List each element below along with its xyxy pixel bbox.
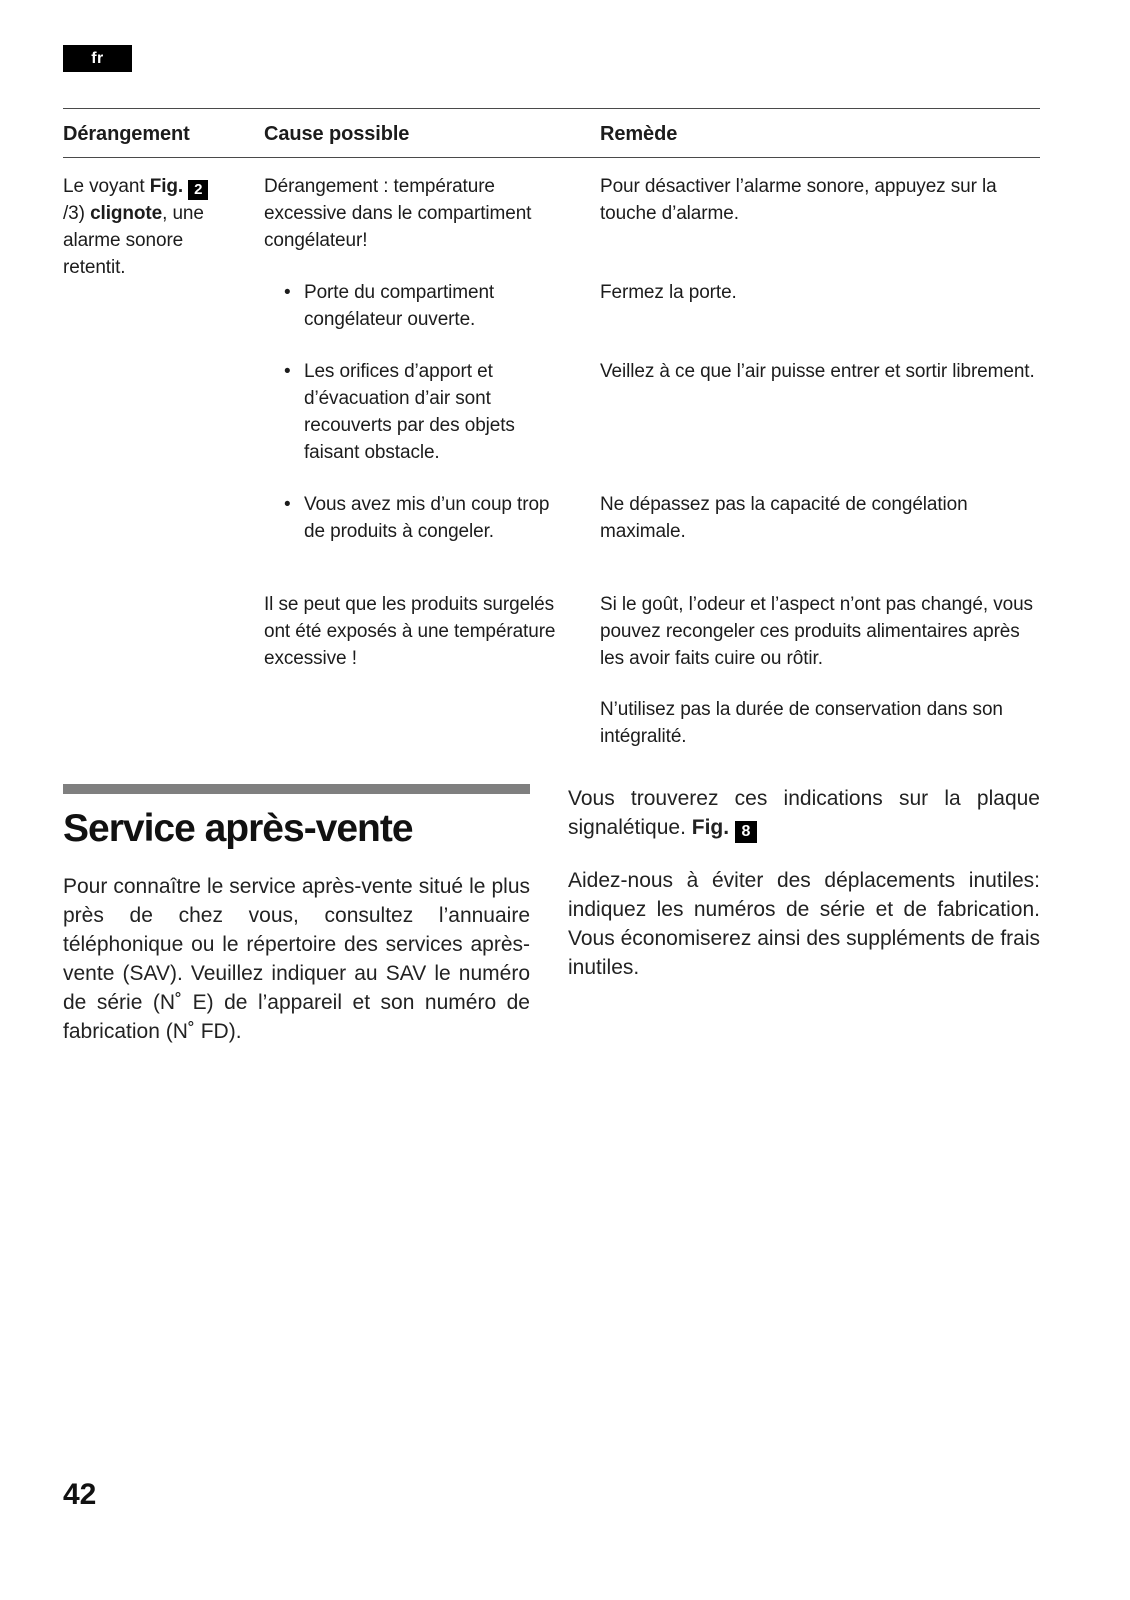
service-paragraph-right-2: Aidez-nous à éviter des déplacements inutiles: indiquez les numéros de série et de fabrication. Vous économiserez ainsi des suppléments de frais inutiles. [568,869,1040,979]
fault-fig-label: Fig. [149,176,184,197]
fig-8-badge: 8 [735,821,757,843]
table-row [264,358,1040,466]
cause-remedy-pairs [264,173,1040,750]
fig-2-badge: 2 [188,180,208,200]
service-right-column [568,784,1040,1046]
fault-text-before: Le voyant [63,176,145,197]
remedy-text: Ne dépassez pas la capacité de congélation maximale. [600,494,968,542]
remedy-text: Fermez la porte. [600,282,737,303]
fig-label: Fig. [691,816,730,839]
section-title: Service après-vente [63,807,413,850]
cause-text: Il se peut que les produits surgelés ont été exposés à une température excessive ! [264,594,556,669]
table-row [264,279,1040,333]
table-body [63,158,1040,750]
table-row [264,591,1040,750]
service-paragraph-right-1 [568,784,1040,843]
remedy-text: Si le goût, l’odeur et l’aspect n’ont pas changé, vous pouvez recongeler ces produits alimentaires après les avoir faits cuire ou rôtir. [600,594,1033,669]
fault-cell [63,173,264,750]
service-paragraph-left: Pour connaître le service après-vente situé le plus près de chez vous, consultez l’annuaire téléphonique ou le répertoire des services après-vente (SAV). Veuillez indiquer au SAV le numéro de série (N˚ E) de l’appareil et son numéro de fabrication (N˚ FD). [63,875,530,1043]
cause-text: Dérangement : température excessive dans le compartiment congélateur! [264,176,532,251]
fault-bold-word: clignote [90,203,163,224]
fault-fig-after: /3) [63,203,85,224]
column-header-cause: Cause possible [264,123,410,145]
column-header-remede: Remède [600,123,678,145]
remedy-text: Veillez à ce que l’air puisse entrer et sortir librement. [600,361,1035,382]
cause-text: • Vous avez mis d’un coup trop de produits à congeler. [264,491,600,545]
troubleshooting-table [63,108,1040,750]
service-section [63,784,1040,1046]
page-number: 42 [63,1478,97,1511]
fault-text-after: , une alarme sonore retentit. [63,203,204,278]
table-row [264,491,1040,545]
table-row [264,173,1040,254]
language-badge [63,45,132,72]
column-header-derangement: Dérangement [63,123,190,145]
remedy-text: Pour désactiver l’alarme sonore, appuyez sur la touche d’alarme. [600,176,997,224]
service-left-column [63,784,530,1046]
language-badge-label: fr [91,49,104,67]
remedy-text-secondary: N’utilisez pas la durée de conservation dans son intégralité. [600,699,1003,747]
table-header-row [63,108,1040,158]
cause-text: • Porte du compartiment congélateur ouverte. [264,279,600,333]
section-divider-bar [63,784,530,794]
cause-text: • Les orifices d’apport et d’évacuation d’air sont recouverts par des objets faisant obstacle. [264,358,600,466]
remedy-cell [600,591,1040,750]
rating-plate-text: Vous trouverez ces indications sur la plaque signalétique. [568,787,1040,839]
